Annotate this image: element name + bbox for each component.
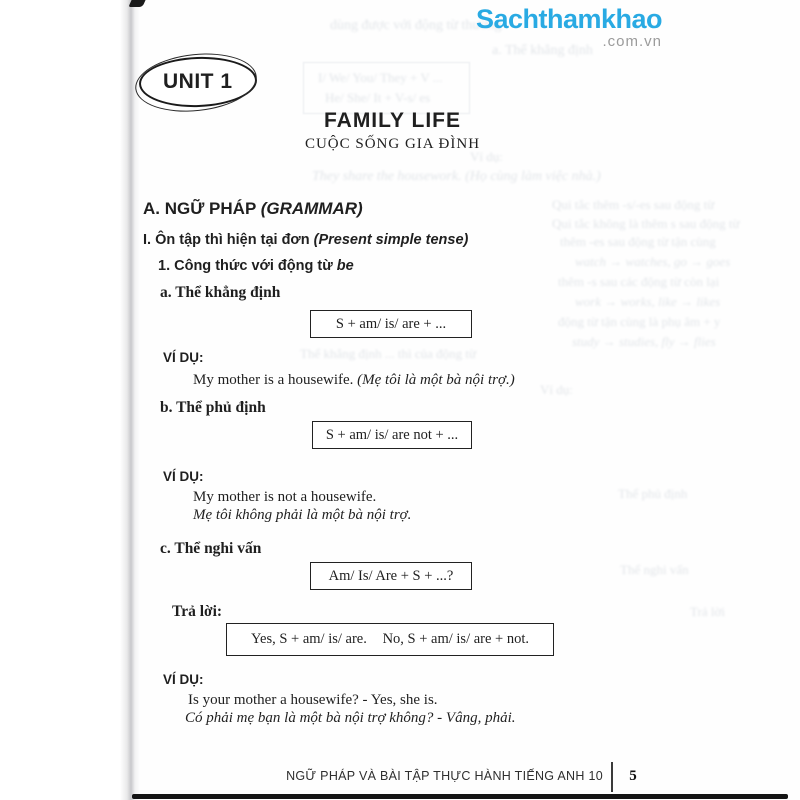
example-label-2: VÍ DỤ: [163,469,204,484]
page-left-edge [120,0,140,800]
formula-negative-box [312,421,472,449]
example-label-3: VÍ DỤ: [163,672,204,687]
section-grammar-paren: (GRAMMAR) [260,199,363,218]
formula-answer-no: No, S + am/ is/ are + not. [382,631,529,647]
bleedthrough-text: Qui tắc không là thêm s sau động từ [552,216,740,231]
example-3-vi: Có phải mẹ bạn là một bà nội trợ không? - Vâng, phải. [185,710,516,726]
bleedthrough-text: dùng được với động từ thường [330,18,502,33]
watermark-domain: .com.vn [602,33,662,50]
item1-prefix: 1. [158,258,171,274]
example-3-en: Is your mother a housewife? - Yes, she is. [188,692,438,708]
section-review-heading [143,232,468,248]
bleedthrough-text: động từ tận cùng là phụ âm + y [558,314,721,329]
bleedthrough-text: Thể khẳng định ... thì của động từ [300,346,477,361]
bleedthrough-text: Thể phủ định [618,486,688,501]
section-review-label: Ôn tập thì hiện tại đơn [151,232,314,248]
section-grammar-label: NGỮ PHÁP [160,199,261,218]
unit-badge-label: UNIT 1 [163,70,233,94]
item1-label: Công thức với động từ [170,258,337,274]
item1-heading [158,258,354,274]
page-bottom-black-bar [132,794,788,799]
bleedthrough-text: Trả lời [690,604,725,619]
bleedthrough-text: They share the housework. (Họ cùng làm việc nhà.) [312,169,601,184]
bleedthrough-text: He/ She/ It + V-s/ es [325,90,431,105]
sub-a-heading: a. Thể khẳng định [160,284,281,301]
formula-interrogative: Am/ Is/ Are + S + ...? [328,567,454,584]
watermark-brand: Sachthamkhao [475,4,662,34]
bleedthrough-text: a. Thể khẳng định [492,43,593,58]
bleedthrough-text: work → works, like → likes [575,294,721,309]
formula-interrogative-box [310,562,472,590]
answer-label: Trả lời: [172,603,223,620]
footer-divider-rule [611,762,613,792]
example-1-vi: (Mẹ tôi là một bà nội trợ.) [357,372,515,388]
footer-book-title: NGỮ PHÁP VÀ BÀI TẬP THỰC HÀNH TIẾNG ANH 10 [286,769,603,783]
bleedthrough-text: Qui tắc thêm -s/-es sau động từ [552,197,715,212]
bleedthrough-text: Ví dụ: [470,149,503,164]
bleedthrough-text: Thể nghi vấn [620,562,689,577]
sub-b-heading: b. Thể phủ định [160,399,266,416]
example-2-vi: Mẹ tôi không phải là một bà nội trợ. [193,507,412,523]
formula-negative: S + am/ is/ are not + ... [325,426,459,443]
section-grammar-heading [143,199,363,219]
section-review-paren: (Present simple tense) [313,232,469,248]
sub-c-heading: c. Thể nghi vấn [160,540,262,557]
example-1-en: My mother is a housewife. [193,372,358,388]
chapter-title-block [145,109,640,153]
bleedthrough-text: thêm -s sau các động từ còn lại [558,274,720,289]
formula-affirmative: S + am/ is/ are + ... [335,315,447,332]
footer-page-number: 5 [629,768,637,784]
watermark [430,6,662,49]
bleedthrough-text: study → studies, fly → flies [572,334,716,349]
example-label-1: VÍ DỤ: [163,350,204,365]
example-2-en: My mother is not a housewife. [193,489,377,505]
chapter-title: FAMILY LIFE [323,109,462,132]
section-review-prefix: I. [143,232,152,248]
example-1-line [193,372,515,389]
formula-answer-yes: Yes, S + am/ is/ are. [251,631,367,647]
bleedthrough-text: I/ We/ You/ They + V ... [318,70,443,85]
chapter-subtitle: CUỘC SỐNG GIA ĐÌNH [304,136,481,152]
bleedthrough-text: thêm -es sau động từ tận cùng [560,234,716,249]
formula-answers-box [226,623,554,656]
formula-affirmative-box [310,310,472,338]
item1-verb-word: be [336,258,354,274]
bleedthrough-text: watch → watches, go → goes [575,254,731,269]
bleedthrough-text: Ví dụ: [540,382,573,397]
section-grammar-prefix: A. [143,199,160,218]
